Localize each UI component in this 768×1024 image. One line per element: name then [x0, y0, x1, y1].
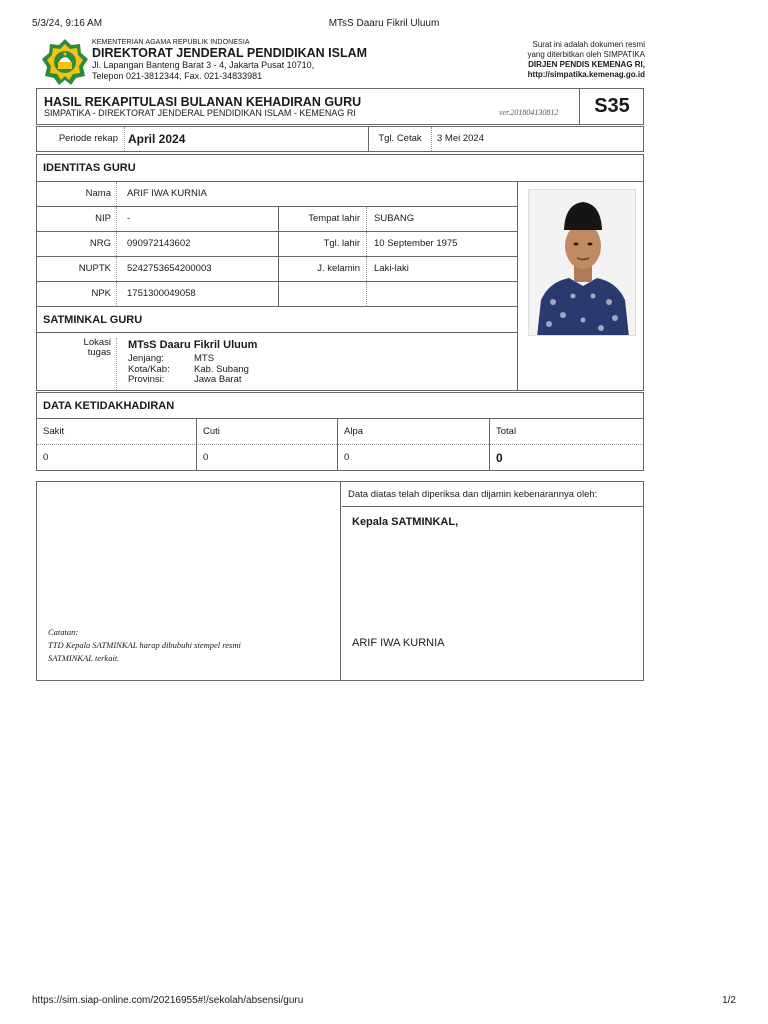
- identity-section: [36, 154, 644, 391]
- kota-label: Kota/Kab:: [128, 363, 170, 375]
- jenjang-value: MTS: [194, 353, 215, 364]
- total-value: 0: [489, 445, 643, 471]
- absence-section: [36, 392, 644, 471]
- absence-heading: DATA KETIDAKHADIRAN: [37, 393, 643, 419]
- row-nuptk: [37, 257, 517, 282]
- periode-value: April 2024: [128, 132, 186, 146]
- satminkal-heading: SATMINKAL GURU: [37, 307, 517, 333]
- photo-column: [517, 182, 643, 391]
- npk-empty-cell: [278, 282, 367, 306]
- row-npk: [37, 282, 517, 307]
- print-footer: [32, 995, 736, 1009]
- address: Jl. Lapangan Banteng Barat 3 - 4, Jakarta Pusat 10710,: [92, 60, 315, 70]
- kota-value: Kab. Subang: [194, 363, 249, 375]
- nama-label: Nama: [37, 182, 117, 206]
- provinsi-value: Jawa Barat: [194, 374, 242, 385]
- provinsi-label: Provinsi:: [128, 374, 165, 385]
- ministry-name: KEMENTERIAN AGAMA REPUBLIK INDONESIA: [92, 39, 250, 46]
- row-nama: [37, 182, 517, 207]
- lokasi-label-line-2: tugas: [87, 347, 111, 358]
- row-nip: [37, 207, 517, 232]
- notes-box: [37, 482, 341, 680]
- kemenag-emblem-icon: [40, 38, 90, 86]
- directorate-name: DIREKTORAT JENDERAL PENDIDIKAN ISLAM: [92, 46, 368, 60]
- tempat-lahir-label: Tempat lahir: [278, 207, 367, 231]
- total-label: Total: [489, 419, 643, 445]
- verification-statement: Data diatas telah diperiksa dan dijamin kebenarannya oleh:: [342, 482, 643, 507]
- print-date-label: Tgl. Cetak: [368, 127, 432, 151]
- signature-section: [36, 481, 644, 681]
- tempat-lahir-value: SUBANG: [374, 213, 415, 224]
- alpa-value: 0: [337, 445, 489, 471]
- notes-text: [48, 626, 308, 665]
- notice-line-2: yang diterbitkan oleh SIMPATIKA: [527, 50, 645, 59]
- nuptk-label: NUPTK: [37, 257, 117, 281]
- nrg-value: 090972143602: [127, 238, 191, 249]
- school-name: MTsS Daaru Fikril Uluum: [128, 339, 258, 351]
- lokasi-tugas: [37, 333, 517, 391]
- notice-url: http://simpatika.kemenag.go.id: [527, 70, 645, 79]
- cuti-label: Cuti: [196, 419, 337, 445]
- print-header: [32, 18, 736, 32]
- nip-label: NIP: [37, 207, 117, 231]
- teacher-photo: [528, 189, 636, 336]
- periode-row: [36, 126, 644, 152]
- official-notice: [445, 40, 645, 80]
- absence-values-row: [37, 445, 643, 471]
- nip-value: -: [127, 213, 131, 224]
- page-counter: 1/2: [722, 995, 736, 1006]
- signer-name: ARIF IWA KURNIA: [352, 637, 445, 649]
- note-line-1: TTD Kepala SATMINKAL harap dibubuhi stempel resmi: [48, 640, 241, 650]
- jenjang-label: Jenjang:: [128, 353, 164, 364]
- tgl-lahir-label: Tgl. lahir: [278, 232, 367, 256]
- page-url[interactable]: https://sim.siap-online.com/20216955#!/sekolah/absensi/guru: [32, 995, 304, 1006]
- notice-line-1: Surat ini adalah dokumen resmi: [532, 40, 645, 49]
- report-subtitle: SIMPATIKA - DIREKTORAT JENDERAL PENDIDIKAN ISLAM - KEMENAG RI: [44, 108, 356, 118]
- row-nrg: [37, 232, 517, 257]
- signer-role: Kepala SATMINKAL,: [352, 516, 459, 528]
- periode-label: Periode rekap: [37, 127, 125, 151]
- note-line-2: SATMINKAL terkait.: [48, 653, 120, 663]
- notice-line-3: DIRJEN PENDIS KEMENAG RI,: [528, 60, 645, 69]
- sakit-label: Sakit: [43, 426, 65, 437]
- alpa-label: Alpa: [337, 419, 489, 445]
- absence-header-row: [37, 419, 643, 445]
- identity-heading: IDENTITAS GURU: [37, 155, 643, 182]
- letterhead: [92, 39, 392, 81]
- jenis-kelamin-value: Laki-laki: [374, 263, 409, 274]
- nuptk-value: 5242753654200003: [127, 263, 212, 274]
- form-code: S35: [579, 89, 644, 124]
- tgl-lahir-value: 10 September 1975: [374, 238, 458, 249]
- print-date-value: 3 Mei 2024: [437, 133, 485, 144]
- nrg-label: NRG: [37, 232, 117, 256]
- note-title: Catatan:: [48, 627, 79, 637]
- npk-value: 1751300049058: [127, 288, 196, 299]
- jenis-kelamin-label: J. kelamin: [278, 257, 367, 281]
- phone-fax: Telepon 021-3812344, Fax. 021-34833981: [92, 70, 263, 81]
- report-title-box: [36, 88, 644, 125]
- npk-label: NPK: [37, 282, 117, 306]
- lokasi-label-line-1: Lokasi: [83, 337, 111, 348]
- lokasi-label: [37, 338, 117, 390]
- print-datetime: 5/3/24, 9:16 AM: [32, 18, 103, 29]
- cuti-value: 0: [196, 445, 337, 471]
- provinsi-line: [128, 375, 242, 386]
- print-page-title: MTsS Daaru Fikril Uluum: [328, 18, 440, 29]
- version-label: ver.201804130812: [499, 108, 559, 117]
- nama-value: ARIF IWA KURNIA: [127, 188, 207, 199]
- sakit-value: 0: [43, 452, 49, 463]
- report-title: HASIL REKAPITULASI BULANAN KEHADIRAN GURU: [44, 95, 362, 109]
